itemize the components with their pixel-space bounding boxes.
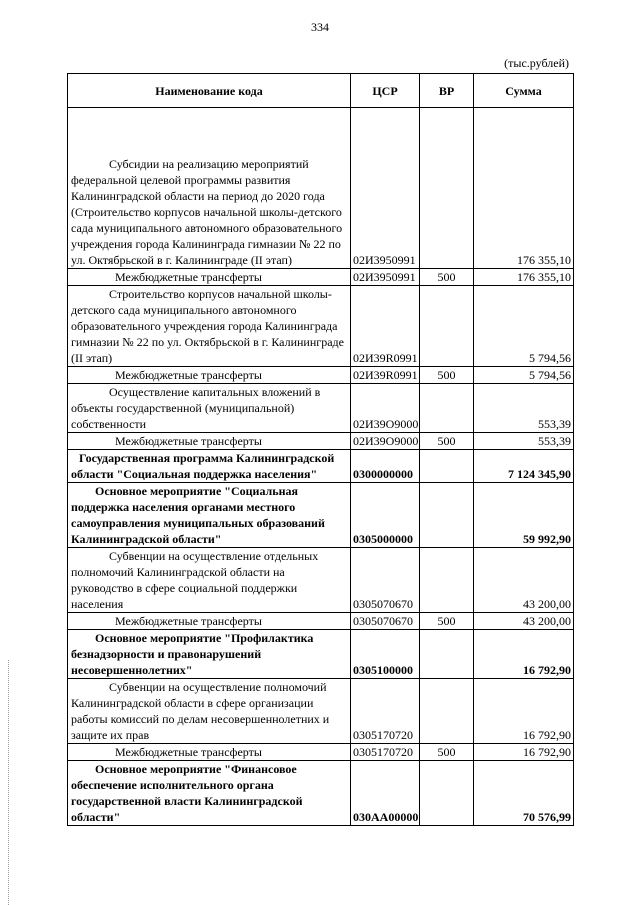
row-vr	[420, 630, 474, 679]
row-name: Субсидии на реализацию мероприятий федеральной целевой программы развития Калининградской области на период до 2020 года (Строительство корпусов начальной школы-детского сада муниципального автономного образовательного учреждения города Калининграда гимназии № 22 по ул. Октябрьской в г. Калининграде (II этап)	[68, 108, 351, 269]
row-csr: 02И39О9000	[351, 433, 420, 450]
table-row	[68, 384, 574, 433]
row-sum: 5 794,56	[474, 286, 574, 367]
row-sum: 176 355,10	[474, 269, 574, 286]
row-vr: 500	[420, 269, 474, 286]
row-vr	[420, 286, 474, 367]
row-sum: 7 124 345,90	[474, 450, 574, 483]
row-name: Строительство корпусов начальной школы-детского сада муниципального автономного образовательного учреждения города Калининграда гимназии № 22 по ул. Октябрьской в г. Калининграде (II этап)	[68, 286, 351, 367]
row-name: Межбюджетные трансферты	[68, 367, 351, 384]
row-csr: 0300000000	[351, 450, 420, 483]
row-sum: 176 355,10	[474, 108, 574, 269]
table-row	[68, 630, 574, 679]
header-sum: Сумма	[474, 74, 574, 108]
table-row	[68, 679, 574, 744]
row-name: Основное мероприятие "Финансовое обеспечение исполнительного органа государственной власти Калининградской области"	[68, 761, 351, 826]
row-name: Межбюджетные трансферты	[68, 744, 351, 761]
row-csr: 030АА00000	[351, 761, 420, 826]
row-vr	[420, 679, 474, 744]
row-sum: 16 792,90	[474, 744, 574, 761]
row-name: Субвенции на осуществление полномочий Калининградской области в сфере организации работы комиссий по делам несовершеннолетних и защите их прав	[68, 679, 351, 744]
row-sum: 553,39	[474, 433, 574, 450]
margin-divider	[8, 660, 10, 905]
row-vr	[420, 450, 474, 483]
row-name: Межбюджетные трансферты	[68, 433, 351, 450]
row-name: Межбюджетные трансферты	[68, 613, 351, 630]
row-vr: 500	[420, 613, 474, 630]
table-header-row	[68, 74, 574, 108]
row-csr: 02И3950991	[351, 108, 420, 269]
table-row	[68, 269, 574, 286]
row-csr: 02И3950991	[351, 269, 420, 286]
table-row	[68, 613, 574, 630]
row-vr	[420, 483, 474, 548]
row-name: Основное мероприятие "Профилактика безнадзорности и правонарушений несовершеннолетних"	[68, 630, 351, 679]
row-sum: 5 794,56	[474, 367, 574, 384]
row-name: Осуществление капитальных вложений в объекты государственной (муниципальной) собственности	[68, 384, 351, 433]
header-csr: ЦСР	[351, 74, 420, 108]
row-csr: 02И39R0991	[351, 286, 420, 367]
row-csr: 0305100000	[351, 630, 420, 679]
row-sum: 59 992,90	[474, 483, 574, 548]
row-vr	[420, 761, 474, 826]
row-csr: 0305170720	[351, 744, 420, 761]
header-name: Наименование кода	[68, 74, 351, 108]
table-row	[68, 744, 574, 761]
table-row	[68, 761, 574, 826]
budget-table	[67, 73, 574, 826]
row-csr: 0305070670	[351, 548, 420, 613]
row-name: Основное мероприятие "Социальная поддержка населения органами местного самоуправления муниципальных образований Калининградской области"	[68, 483, 351, 548]
row-name: Субвенции на осуществление отдельных полномочий Калининградской области на руководство в сфере социальной поддержки населения	[68, 548, 351, 613]
row-name: Государственная программа Калининградской области "Социальная поддержка населения"	[68, 450, 351, 483]
row-vr	[420, 384, 474, 433]
row-sum: 553,39	[474, 384, 574, 433]
table-row	[68, 286, 574, 367]
table-row	[68, 108, 574, 269]
row-sum: 70 576,99	[474, 761, 574, 826]
table-row	[68, 433, 574, 450]
row-vr: 500	[420, 433, 474, 450]
row-sum: 43 200,00	[474, 548, 574, 613]
row-csr: 02И39R0991	[351, 367, 420, 384]
row-vr	[420, 548, 474, 613]
row-csr: 0305070670	[351, 613, 420, 630]
table-row	[68, 483, 574, 548]
row-sum: 16 792,90	[474, 679, 574, 744]
row-csr: 02И39О9000	[351, 384, 420, 433]
row-csr: 0305000000	[351, 483, 420, 548]
table-row	[68, 548, 574, 613]
row-sum: 16 792,90	[474, 630, 574, 679]
table-row	[68, 450, 574, 483]
header-vr: ВР	[420, 74, 474, 108]
row-csr: 0305170720	[351, 679, 420, 744]
row-vr: 500	[420, 744, 474, 761]
row-vr: 500	[420, 367, 474, 384]
row-sum: 43 200,00	[474, 613, 574, 630]
table-row	[68, 367, 574, 384]
page-number: 334	[311, 20, 329, 34]
row-vr	[420, 108, 474, 269]
row-name: Межбюджетные трансферты	[68, 269, 351, 286]
units-label: (тыс.рублей)	[504, 56, 569, 70]
